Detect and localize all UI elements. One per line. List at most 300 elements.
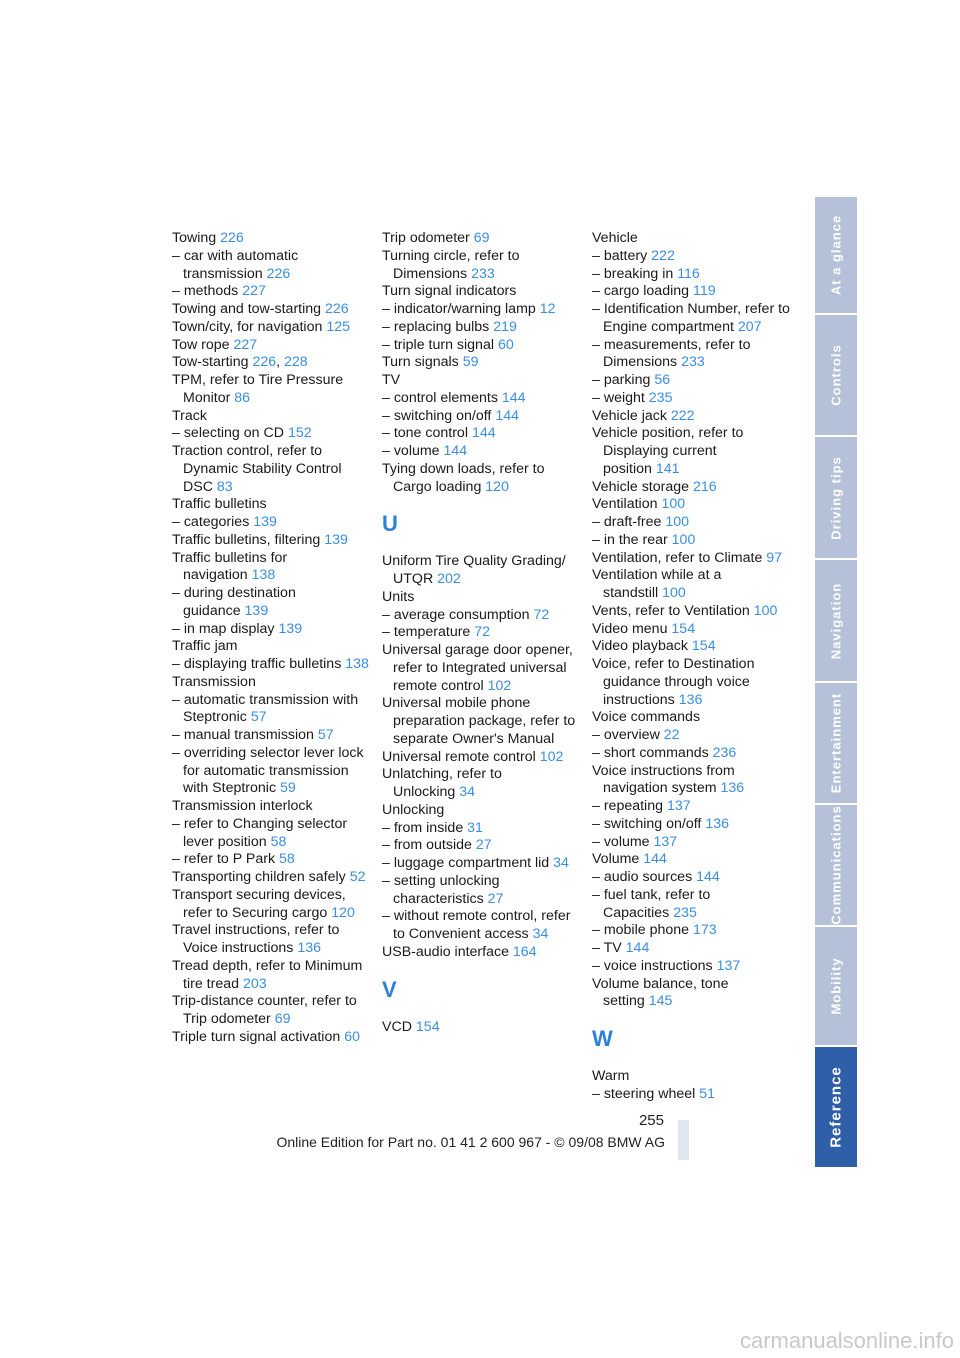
index-entry (172, 425, 372, 443)
index-entry-text: – cargo loading (592, 283, 690, 300)
index-column-1 (172, 230, 372, 1047)
index-entry-text: – TV (592, 940, 622, 956)
index-entry (172, 372, 372, 408)
index-entry (172, 887, 372, 923)
page-reference-link[interactable]: 226 (220, 230, 244, 246)
page-reference-link[interactable]: 173 (692, 922, 717, 939)
index-entry (592, 266, 792, 284)
index-entry-text: – temperature (382, 624, 471, 641)
index-entry-text: Unlatching, refer to Unlocking (382, 766, 502, 800)
index-entry (592, 798, 792, 816)
index-entry (172, 692, 372, 728)
index-entry (382, 1019, 582, 1037)
page-reference-link[interactable]: 136 (678, 691, 703, 708)
index-entry-text: – volume (592, 833, 650, 850)
index-entry (172, 638, 372, 656)
index-entry (382, 820, 582, 838)
index-entry-text: – average consumption (382, 606, 530, 623)
index-entry (172, 301, 372, 319)
index-entry (382, 642, 582, 695)
index-entry-text: – triple turn signal (382, 336, 494, 353)
index-entry-text: – categories (172, 514, 250, 530)
page-reference-link[interactable]: 119 (692, 283, 716, 300)
page-reference-link[interactable]: 137 (653, 833, 678, 850)
index-entry-text: Universal remote control (382, 748, 536, 765)
index-entry-text: Town/city, for navigation (172, 318, 323, 335)
index-entry (592, 621, 792, 639)
index-entry (172, 745, 372, 798)
index-entry (592, 479, 792, 497)
index-entry (592, 727, 792, 745)
index-entry (592, 940, 792, 958)
page-reference-link[interactable]: 138 (345, 656, 369, 672)
index-entry-text: – in map display (172, 620, 275, 637)
index-entry-text: Traffic bulletins (172, 496, 267, 513)
index-entry-text: – tone control (382, 425, 468, 442)
page-reference-link[interactable]: 57 (317, 727, 334, 743)
index-entry-text: – volume (382, 443, 440, 459)
chapter-tab-label: Communications (828, 805, 844, 925)
index-entry-text: Volume (592, 851, 640, 868)
index-entry-text: Track (172, 407, 207, 424)
page-reference-link[interactable]: 116 (677, 265, 700, 282)
index-entry (382, 553, 582, 589)
page-reference-link[interactable]: 60 (344, 1028, 360, 1045)
page-reference-link[interactable]: 152 (287, 425, 312, 442)
index-entry-text: Transporting children safely (172, 869, 346, 885)
index-entry-text: Turning circle, refer to Dimensions (382, 247, 520, 282)
index-entry-text: Uniform Tire Quality Grading/ UTQR (382, 553, 566, 587)
index-entry (382, 230, 582, 248)
page-reference-link[interactable]: 100 (671, 531, 696, 548)
page-reference-link[interactable]: 27 (475, 837, 492, 854)
index-entry-text: Ventilation, refer to Climate (592, 549, 763, 566)
page-reference-link[interactable]: 154 (415, 1018, 440, 1035)
page-reference-link[interactable]: 139 (244, 602, 269, 619)
page-reference-link[interactable]: 58 (270, 833, 287, 850)
index-entry (382, 837, 582, 855)
page-reference-link[interactable]: 226 (252, 354, 277, 371)
page-reference-link[interactable]: 120 (485, 478, 509, 495)
index-entry-text: Warm (592, 1068, 630, 1084)
index-entry (592, 337, 792, 373)
index-entry-text: – short commands (592, 744, 709, 761)
index-entry-text: Traffic bulletins, filtering (172, 531, 321, 548)
page-reference-link[interactable]: 72 (474, 624, 491, 641)
index-entry-text: – replacing bulbs (382, 318, 490, 335)
index-entry-text: – voice instructions (592, 957, 713, 974)
page-reference-link[interactable]: 31 (467, 819, 483, 836)
chapter-tab-navigation[interactable] (815, 560, 857, 681)
page-reference-link[interactable]: 141 (655, 460, 680, 477)
chapter-tab-label: Mobility (828, 957, 844, 1015)
index-entry-text: TV (382, 372, 401, 388)
index-entry (172, 656, 372, 674)
index-entry-text: Triple turn signal activation (172, 1028, 341, 1045)
index-entry (172, 816, 372, 852)
index-entry (382, 354, 582, 372)
page-reference-link[interactable]: 154 (691, 638, 716, 655)
index-entry-text: Vehicle storage (592, 478, 690, 495)
index-entry (592, 496, 792, 514)
page-reference-link[interactable]: 203 (242, 975, 267, 992)
index-entry-text: TPM, refer to Tire Pressure Monitor (172, 372, 344, 406)
index-entry-text: – indicator/warning lamp (382, 301, 536, 317)
index-entry (382, 425, 582, 443)
page-reference-link[interactable]: 137 (666, 798, 691, 814)
page-number: 255 (638, 1112, 664, 1129)
index-entry (592, 656, 792, 709)
page-reference-link[interactable]: 125 (326, 318, 350, 335)
index-entry (592, 514, 792, 532)
page-reference-link[interactable]: 56 (654, 372, 671, 388)
page-reference-link[interactable]: 34 (459, 784, 476, 800)
index-column-3 (592, 230, 792, 1104)
index-entry (592, 745, 792, 763)
index-entry (382, 443, 582, 461)
index-entry (592, 816, 792, 834)
index-entry-text: – parking (592, 372, 651, 388)
index-entry (382, 408, 582, 426)
index-entry-text: – control elements (382, 389, 498, 406)
index-entry-text: Video playback (592, 638, 688, 655)
page-reference-link[interactable]: 154 (671, 620, 696, 637)
chapter-tab-label: Controls (828, 344, 844, 406)
index-entry (172, 958, 372, 994)
index-entry (382, 283, 582, 301)
page-reference-link[interactable]: 12 (539, 301, 556, 317)
index-entry-text: Voice commands (592, 709, 701, 726)
index-entry (592, 603, 792, 621)
footer-bar (678, 1120, 689, 1160)
index-entry-text: Towing (172, 230, 217, 246)
index-entry-text: Universal garage door opener, refer to Integrated universal remote control (382, 642, 573, 694)
index-letter-heading: U (382, 511, 398, 537)
index-entry-text: – weight (592, 389, 645, 406)
index-entry-text: Tying down loads, refer to Cargo loading (382, 460, 545, 495)
index-entry (382, 301, 582, 319)
page-reference-link[interactable]: 219 (493, 318, 517, 335)
page-reference-link[interactable]: 100 (665, 514, 690, 530)
page-reference-link[interactable]: 136 (705, 815, 729, 832)
index-entry (172, 621, 372, 639)
index-entry-text: Transmission interlock (172, 798, 313, 814)
index-entry (172, 851, 372, 869)
index-entry-text: Tread depth, refer to Minimum tire tread (172, 957, 363, 992)
page-reference-link[interactable]: 83 (216, 478, 233, 495)
index-entry-text: Ventilation (592, 496, 658, 513)
index-entry-text: – draft-free (592, 514, 662, 530)
index-entry (592, 869, 792, 887)
page-reference-link[interactable]: 60 (497, 336, 514, 353)
index-entry (382, 944, 582, 962)
index-entry (592, 372, 792, 390)
index-entry (592, 1068, 792, 1086)
index-entry (592, 958, 792, 976)
page-reference-link[interactable]: 22 (663, 727, 680, 743)
index-entry-text: Trip-distance counter, refer to Trip odometer (172, 993, 357, 1027)
index-entry (172, 550, 372, 586)
page-reference-link[interactable]: 27 (487, 890, 504, 907)
page-reference-link[interactable]: 207 (737, 318, 762, 335)
chapter-tab-mobility[interactable] (815, 927, 857, 1045)
index-entry (592, 408, 792, 426)
index-entry (592, 532, 792, 550)
index-entry (382, 607, 582, 625)
index-entry-text: – mobile phone (592, 922, 690, 939)
chapter-tab-controls[interactable] (815, 315, 857, 435)
chapter-tab-label: Driving tips (828, 455, 844, 540)
page-reference-link[interactable]: 120 (331, 904, 355, 921)
index-entry (382, 855, 582, 873)
index-entry-text: Units (382, 588, 415, 605)
index-entry (382, 390, 582, 408)
page-reference-link[interactable]: 202 (437, 571, 461, 587)
page-reference-link[interactable]: 226 (325, 301, 349, 317)
index-entry-text: USB-audio interface (382, 943, 509, 960)
index-entry (172, 727, 372, 745)
page-reference-link[interactable]: 144 (643, 851, 667, 868)
index-entry-text: Vehicle position, refer to Displaying current position (592, 425, 744, 477)
page-reference-link[interactable]: 34 (532, 926, 549, 942)
page-reference-link[interactable]: 222 (670, 407, 695, 424)
index-entry-text: – audio sources (592, 869, 693, 885)
index-entry (382, 319, 582, 337)
page-reference-link[interactable]: 97 (766, 549, 783, 566)
index-entry (382, 589, 582, 607)
index-entry-text: Tow rope (172, 336, 230, 353)
page-reference-link[interactable]: 139 (253, 514, 277, 530)
index-entry-text: Vents, refer to Ventilation (592, 602, 750, 619)
page-reference-link[interactable]: 144 (696, 869, 720, 885)
index-entry-text: Voice, refer to Destination guidance through voice instructions (592, 656, 755, 708)
index-entry-text: Video menu (592, 620, 668, 637)
page-reference-link[interactable]: 145 (648, 993, 673, 1010)
page-reference-link[interactable]: 233 (471, 265, 495, 282)
page-reference-link[interactable]: 34 (553, 855, 569, 871)
index-entry-text: Trip odometer (382, 230, 470, 246)
index-entry (172, 798, 372, 816)
index-entry (592, 922, 792, 940)
page-reference-link[interactable]: 100 (753, 602, 778, 619)
page-reference-link[interactable]: 144 (471, 425, 496, 442)
index-entry-text: – luggage compartment lid (382, 855, 550, 871)
index-entry (172, 869, 372, 887)
index-entry-text: – overriding selector lever lock for automatic transmission with Steptronic (172, 744, 364, 797)
index-entry-text: – setting unlocking characteristics (382, 872, 500, 907)
index-letter-heading: W (592, 1026, 613, 1051)
index-entry-text: – measurements, refer to Dimensions (592, 336, 751, 371)
index-entry-text: – switching on/off (592, 815, 702, 832)
page-reference-link[interactable]: 139 (324, 531, 348, 548)
index-entry (592, 425, 792, 478)
index-entry (592, 976, 792, 1012)
index-entry: Tow-starting 226, 228 (172, 354, 308, 371)
index-entry-text: Unlocking (382, 801, 445, 818)
page-reference-link[interactable]: 144 (625, 940, 650, 956)
index-entry-text: Universal mobile phone preparation package, refer to separate Owner's Manual (382, 695, 576, 747)
index-entry-text: Traction control, refer to Dynamic Stability Control DSC (172, 443, 342, 495)
index-entry-text: Turn signals (382, 354, 459, 371)
index-entry-text: – refer to P Park (172, 851, 276, 868)
index-entry (592, 230, 792, 248)
chapter-tab-at-a-glance[interactable] (815, 197, 857, 313)
index-entry-text: Transmission (172, 673, 256, 690)
index-entry (172, 408, 372, 426)
index-entry-text: – overview (592, 727, 660, 743)
index-entry-text: – without remote control, refer to Convenient access (382, 908, 571, 942)
index-entry-text: – fuel tank, refer to Capacities (592, 886, 711, 921)
page-reference-link[interactable]: 86 (234, 389, 251, 406)
page-reference-link[interactable]: 226 (266, 265, 291, 282)
page-reference-link[interactable]: 59 (280, 780, 296, 797)
index-entry (592, 301, 792, 337)
page-reference-link[interactable]: 58 (279, 851, 295, 868)
index-entry-text: VCD (382, 1018, 412, 1035)
page-reference-link[interactable]: 51 (699, 1085, 716, 1102)
index-entry (382, 337, 582, 355)
index-entry-text: Vehicle (592, 230, 638, 246)
index-entry-text: – switching on/off (382, 407, 492, 424)
index-entry (382, 695, 582, 748)
index-entry-text: Transport securing devices, refer to Securing cargo (172, 886, 346, 921)
index-entry (172, 337, 372, 355)
page-reference-link[interactable]: 144 (443, 443, 468, 459)
page-reference-link[interactable]: 236 (712, 744, 737, 761)
chapter-tab-label: At a glance (828, 214, 844, 296)
index-entry (382, 766, 582, 802)
index-entry (592, 550, 792, 568)
index-entry (172, 248, 372, 284)
chapter-tab-label: Navigation (828, 582, 844, 659)
index-entry-text: – manual transmission (172, 727, 314, 743)
index-entry (382, 802, 582, 820)
index-letter-heading: V (382, 976, 397, 1002)
index-entry (382, 624, 582, 642)
index-column-2 (382, 230, 582, 1036)
index-entry-text: – in the rear (592, 531, 668, 548)
index-entry (592, 763, 792, 799)
page-reference-link[interactable]: 228 (284, 354, 308, 371)
page-reference-link[interactable]: 52 (349, 869, 366, 885)
index-entry (592, 567, 792, 603)
index-entry-text: Towing and tow-starting (172, 301, 322, 317)
index-entry (382, 461, 582, 497)
index-entry (382, 372, 582, 390)
page-reference-link[interactable]: 59 (462, 354, 479, 371)
page-reference-link[interactable]: 235 (648, 389, 673, 406)
index-entry (172, 496, 372, 514)
index-entry (592, 709, 792, 727)
index-entry-text: Tow-starting (172, 354, 249, 371)
index-entry-text: Traffic jam (172, 638, 238, 655)
index-entry (172, 443, 372, 496)
chapter-tab-communications[interactable] (815, 805, 857, 925)
index-entry (592, 283, 792, 301)
page-reference-link[interactable]: 144 (495, 407, 519, 424)
page-reference-link[interactable]: 57 (250, 709, 267, 726)
index-entry-text: – methods (172, 283, 239, 300)
page-reference-link[interactable]: 69 (274, 1011, 291, 1027)
page-reference-link[interactable]: 100 (662, 585, 686, 601)
page-reference-link[interactable]: 136 (297, 940, 322, 956)
index-entry (592, 887, 792, 923)
index-entry (172, 532, 372, 550)
page-reference-link[interactable]: 233 (681, 354, 705, 371)
index-entry (172, 1029, 372, 1047)
page-reference-link[interactable]: 227 (242, 283, 266, 300)
index-entry-text: Traffic bulletins for navigation (172, 549, 288, 584)
page-reference-link[interactable]: 139 (278, 620, 303, 637)
page-reference-link[interactable]: 137 (716, 957, 741, 974)
page-reference-link[interactable]: 72 (533, 606, 550, 623)
footer-edition: Online Edition for Part no. 01 41 2 600 967 - © 09/08 BMW AG (276, 1134, 665, 1150)
watermark[interactable]: carmanualsonline.info (739, 1328, 954, 1353)
index-entry (592, 834, 792, 852)
index-entry (172, 585, 372, 621)
index-entry (172, 230, 372, 248)
page-reference-link[interactable]: 164 (512, 943, 537, 960)
index-entry-text: – repeating (592, 798, 663, 814)
index-entry (172, 514, 372, 532)
index-entry (592, 638, 792, 656)
index-entry-text: – car with automatic transmission (172, 247, 299, 282)
index-entry (382, 908, 582, 944)
index-entry (172, 319, 372, 337)
page-reference-link[interactable]: 227 (233, 336, 258, 353)
chapter-tab-label: Reference (827, 1066, 845, 1148)
index-entry (592, 390, 792, 408)
index-entry-text: Turn signal indicators (382, 283, 517, 300)
page-reference-link[interactable]: 136 (720, 780, 745, 797)
index-entry-text: – from outside (382, 837, 472, 854)
page-reference-link[interactable]: 222 (651, 247, 675, 264)
index-entry-text: – battery (592, 247, 648, 264)
index-entry-text: Travel instructions, refer to Voice instructions (172, 922, 340, 956)
index-entry-text: Volume balance, tone setting (592, 975, 729, 1010)
page-reference-link[interactable]: 144 (501, 389, 526, 406)
index-entry (592, 851, 792, 869)
index-entry (592, 248, 792, 266)
page-reference-link[interactable]: 102 (487, 677, 512, 694)
index-entry-text: Ventilation while at a standstill (592, 567, 722, 601)
chapter-tab-reference[interactable] (815, 1047, 857, 1167)
index-entry (382, 248, 582, 284)
index-entry-text: – breaking in (592, 265, 674, 282)
page-reference-link[interactable]: 216 (692, 478, 717, 495)
index-entry-text: Vehicle jack (592, 407, 667, 424)
chapter-tab-driving-tips[interactable] (815, 437, 857, 558)
index-entry (382, 873, 582, 909)
index-entry (172, 922, 372, 958)
page-reference-link[interactable]: 235 (673, 904, 697, 921)
index-entry-text: – during destination guidance (172, 585, 296, 619)
chapter-tab-label: Entertainment (828, 692, 844, 794)
page-reference-link[interactable]: 100 (661, 496, 686, 513)
page-reference-link[interactable]: 138 (251, 567, 276, 584)
index-entry-text: – Identification Number, refer to Engine compartment (592, 301, 790, 335)
index-entry-text: – automatic transmission with Steptronic (172, 691, 359, 726)
page-reference-link[interactable]: 102 (539, 748, 564, 765)
index-entry-text: – selecting on CD (172, 425, 284, 442)
index-entry (172, 283, 372, 301)
chapter-tab-entertainment[interactable] (815, 683, 857, 803)
index-entry-text: Voice instructions from navigation system (592, 762, 735, 797)
index-entry-text: – from inside (382, 819, 464, 836)
index-entry (172, 674, 372, 692)
index-entry-text: – steering wheel (592, 1085, 696, 1102)
page-reference-link[interactable]: 69 (473, 230, 490, 246)
